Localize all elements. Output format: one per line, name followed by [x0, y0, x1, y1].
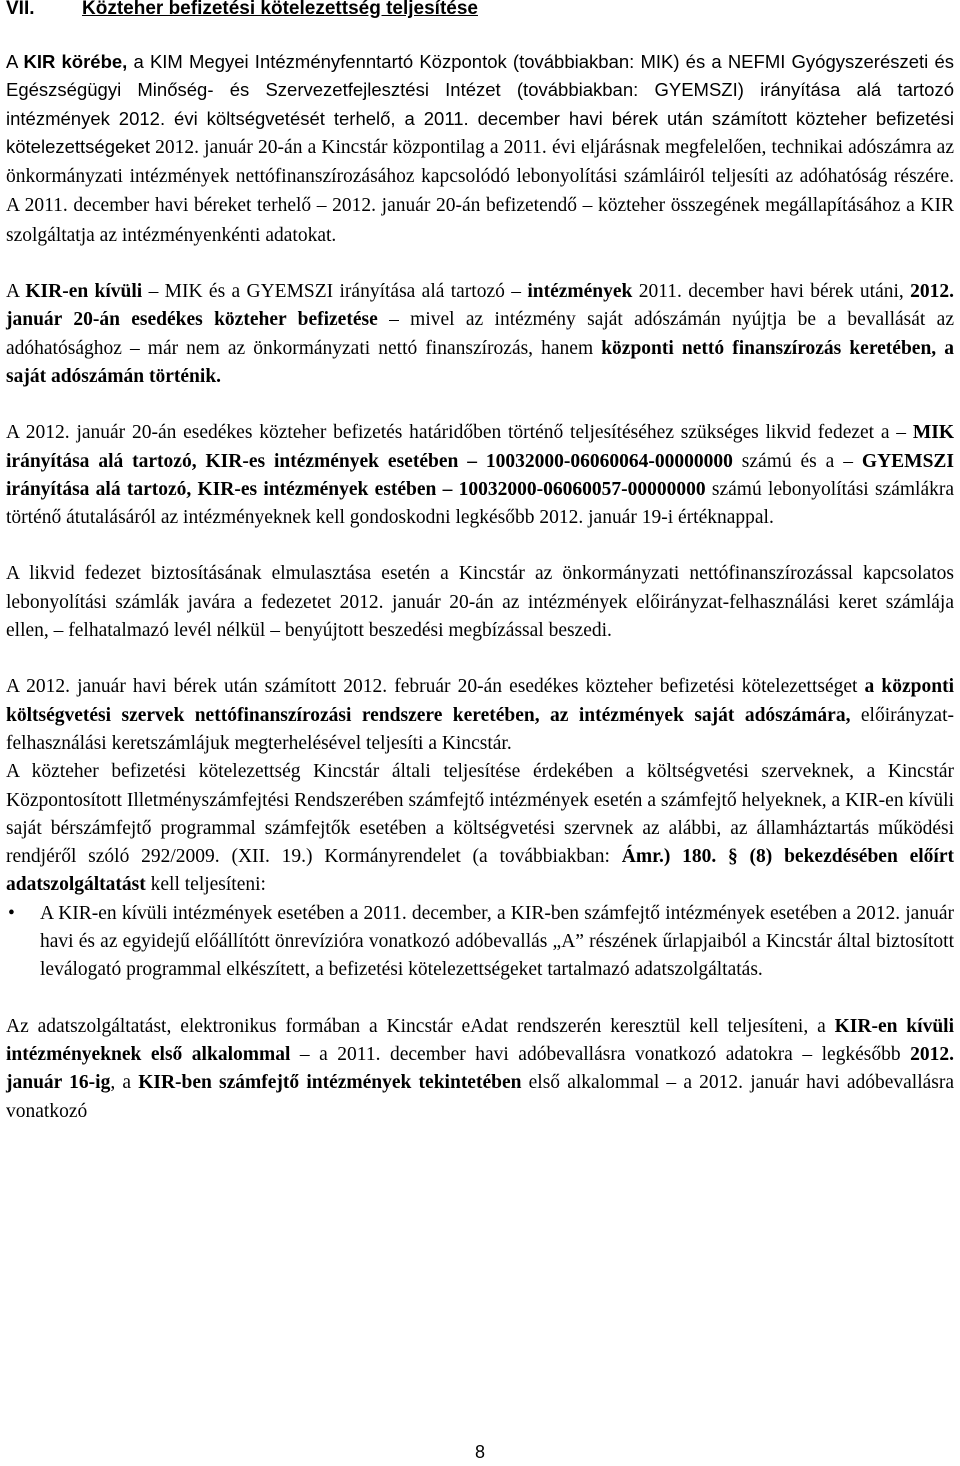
spacer [6, 985, 954, 1013]
bold-run: KIR-en kívüli [25, 281, 143, 303]
section-heading [6, 0, 954, 22]
text-run: A [6, 51, 24, 72]
bold-run: központi nettó finanszírozás keretében, a saját adószámán történik. [6, 337, 954, 387]
page-number: 8 [474, 1442, 485, 1462]
text-run: 2012. január 20-án a Kincstár központilag a 2011. évi eljárásnak megfelelően, technikai adószámra az önkormányzati intézmények nettófinanszírozásához kapcsolódó lebonyolítási számláiról teljesíti az adóhatóság részére. A 2011. december havi béreket terhelő – 2012. január 20-án befizetendő – közteher összegének megállapításához a KIR szolgáltatja az intézményenkénti adatokat. [6, 136, 954, 246]
paragraph-january-wages [6, 673, 954, 758]
bold-run: 2012. január 20-án esedékes közteher befizetése [6, 281, 954, 331]
text-run: számú lebonyolítási számlákra történő átutalásáról az intézményeknek kell gondoskodni legkésőbb 2012. január 19-i értéknappal. [6, 478, 954, 529]
bold-run: 2012. január 16-ig [6, 1043, 955, 1094]
paragraph-kir-scope [6, 48, 954, 250]
paragraph-liquidity [6, 419, 954, 532]
text-run: a KIM Megyei Intézményfenntartó Központok (továbbiakban: MIK) és a NEFMI Gyógyszerészeti és Egészségügyi Minőség- és Szervezetfejlesztési Intézet (továbbiakban: GYEMSZI) irányítása alá tartozó intézmények 2012. évi költségvetését terhelő, a 2011. december havi bérek után számított közteher befizetési kötelezettségeket [6, 51, 954, 157]
spacer [6, 250, 954, 278]
text-run: A közteher befizetési kötelezettség Kincstár általi teljesítése érdekében a költségvetési szerveknek, a Kincstár Központosított Illetményszámfejtési Rendszerében számfejtő intézmények esetén a számfejtő helyeknek, a KIR-en kívüli saját bérszámfejtő programmal számfejtők esetében a költségvetési szervnek az alábbi, az államháztartás működési rendjéről szóló 292/2009. (XII. 19.) Kormányrendelet (a továbbiakban: [6, 761, 954, 868]
paragraph-eadat [6, 1013, 954, 1126]
bold-run: intézmények [527, 281, 633, 303]
bold-run: KIR körébe, [23, 51, 128, 72]
text-run: , a [110, 1072, 139, 1094]
spacer [6, 391, 954, 419]
spacer [6, 645, 954, 673]
bold-run: a központi költségvetési szervek nettófinanszírozási rendszere keretében, az intézmények saját adószámára, [6, 676, 955, 726]
bold-run: Ámr.) 180. § (8) bekezdésében előírt adatszolgáltatást [6, 846, 954, 896]
bullet-icon: • [8, 902, 15, 924]
text-run: előirányzat-felhasználási keretszámlájuk megterhelésével teljesíti a Kincstár. [6, 704, 954, 754]
section-number: VII. [6, 0, 35, 19]
bold-run: MIK irányítása alá tartozó, KIR-es intézmények esetében – 10032000-06060064-00000000 [6, 422, 954, 472]
paragraph-non-kir [6, 278, 954, 391]
list-item-text: A KIR-en kívüli intézmények esetében a 2011. december, a KIR-ben számfejtő intézmények esetében a 2012. január havi és az egyidejű előállítótt önrevízióra vonatkozó adóbevallás „A” részének űrlapjaiból a Kincstár által biztosított leválogató programmal elkészített, a befizetési kötelezettségeket tartalmazó adatszolgáltatás. [40, 902, 954, 981]
text-run: első alkalommal – a 2012. január havi adóbevallásra vonatkozó [6, 1072, 955, 1122]
spacer [6, 532, 954, 560]
text-run: A [6, 281, 26, 303]
spacer [6, 26, 954, 48]
text-run: 2011. december havi bérek utáni, [632, 281, 911, 303]
bold-run: KIR-en kívüli intézményeknek első alkalommal [6, 1015, 954, 1065]
text-run: Az adatszolgáltatást, elektronikus formában a Kincstár eAdat rendszerén keresztül kell teljesíteni, a [6, 1015, 835, 1037]
text-run: – mivel az intézmény saját adószámán nyújtja be a bevallását az adóhatósághoz – már nem az önkormányzati nettó finanszírozás, hanem [6, 309, 954, 359]
bold-run: KIR-ben számfejtő intézmények tekintetében [138, 1072, 522, 1094]
text-run: számú és a – [732, 450, 862, 472]
text-run: A 2012. január havi bérek után számított 2012. február 20-án esedékes közteher befizetési kötelezettséget [6, 676, 865, 698]
text-run: kell teljesíteni: [145, 874, 266, 896]
text-run: – MIK és a GYEMSZI irányítása alá tartozó – [142, 281, 528, 303]
paragraph-missed-coverage: A likvid fedezet biztosításának elmulasztása esetén a Kincstár az önkormányzati nettófinanszírozással kapcsolatos lebonyolítási számlák javára a fedezetet 2012. január 20-án az intézmények előirányzat-felhasználási keret számlája ellen, – felhatalmazó levél nélkül – benyújtott beszedési megbízással beszedi. [6, 563, 954, 642]
section-title: Közteher befizetési kötelezettség teljesítése [82, 0, 478, 19]
bullet-list [6, 900, 954, 985]
list-item [6, 900, 954, 985]
text-run: – a 2011. december havi adóbevallásra vonatkozó adatokra – legkésőbb [290, 1043, 911, 1065]
text-run: A 2012. január 20-án esedékes közteher befizetés határidőben történő teljesítéséhez szükséges likvid fedezet a – [6, 422, 913, 444]
bold-run: GYEMSZI irányítása alá tartozó, KIR-es intézmények estében – 10032000-06060057-00000000 [6, 450, 955, 500]
paragraph-data-supply [6, 758, 954, 899]
